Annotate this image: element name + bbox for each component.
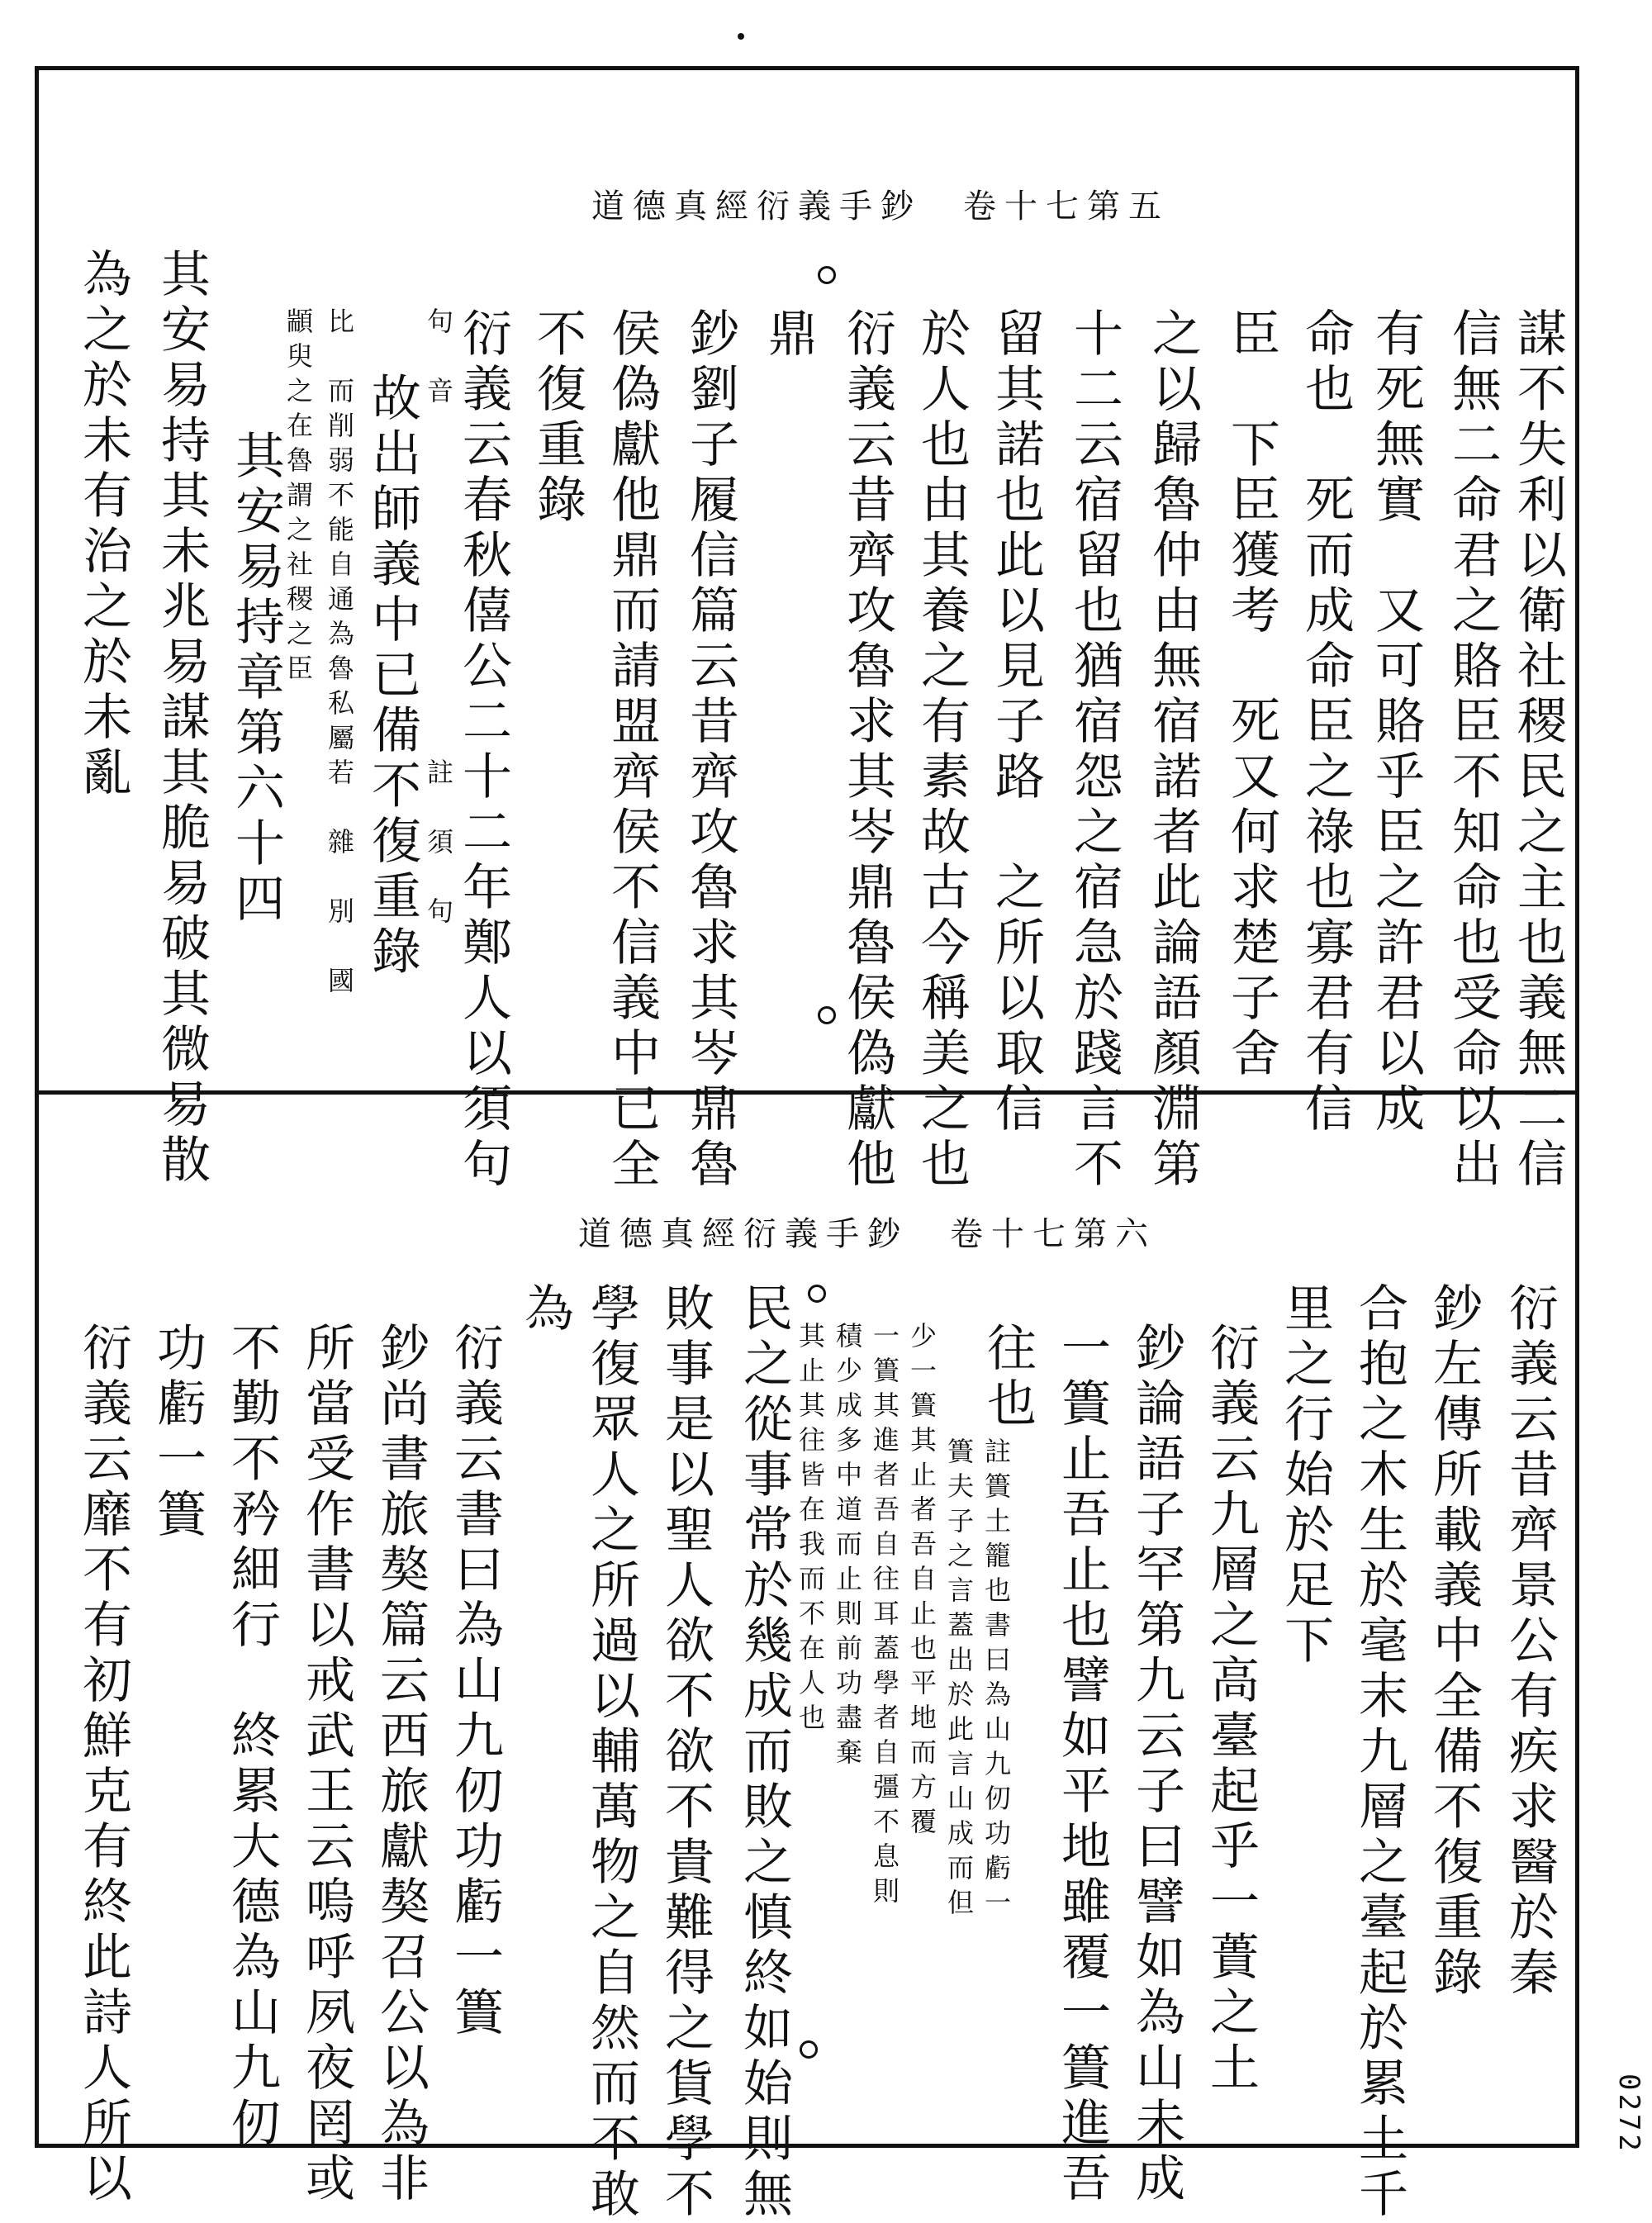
chapter-title: 其安易持章第六十四 [227,430,285,928]
text-column: 十二云宿留也猶宿怨之宿急於踐言不 [1066,307,1123,1193]
text-column: 命也 死而成命臣之祿也寡君有信 [1297,307,1355,1138]
text-column: 臣 下臣獲考 死又何求楚子舍 [1222,307,1280,1082]
note-column: 顓臾之在魯謂之社稷之臣 [282,307,314,689]
text-column: 衍義云靡不有初鮮克有終此詩人所以 [74,1322,132,2207]
print-speck [738,33,744,40]
note-column: 一簣其進者吾自往耳蓋學者自彊不息則 [869,1322,900,1912]
text-column: 功虧一簣 [149,1322,206,1543]
text-column: 故出師義中已備不復重錄 [363,372,421,981]
text-column: 為之於未有治之於未亂 [74,248,132,801]
text-column: 往也 [979,1322,1037,1432]
text-column: 衍義云九層之高臺起乎一蕢之土 [1202,1322,1260,2097]
note-column: 積少成多中道而止則前功盡棄 [832,1322,863,1773]
note-column: 少一簣其止者吾自止也平地而方覆 [906,1322,938,1842]
text-column: 謀不失利以衛社稷民之主也義無二信 [1509,307,1567,1193]
text-column: 鈔劉子履信篇云昔齊攻魯求其岑鼎魯 [681,307,739,1193]
text-column: 鈔左傳所載義中全備不復重錄 [1425,1282,1483,2002]
note-column: 簣夫子之言蓋出於此言山成而但 [943,1437,975,1923]
top-running-header: 道德真經衍義手鈔 卷十七第五 [591,188,1170,226]
text-column: 合抱之木生於毫末九層之臺起於累土千 [1351,1282,1408,2223]
circle-mark [800,2040,818,2059]
text-column: 為 [516,1282,574,1337]
text-column: 鈔論語子罕第九云子曰譬如為山未成 [1127,1322,1185,2207]
text-column: 所當受作書以戒武王云嗚呼夙夜罔或 [297,1322,355,2207]
text-column: 有死無實 又可賂乎臣之許君以成 [1367,307,1425,1138]
circle-mark [818,266,836,284]
bottom-running-header: 道德真經衍義手鈔 卷十七第六 [578,1215,1156,1253]
text-column: 里之行始於足下 [1276,1282,1334,1670]
text-column: 一簣止吾止也譬如平地雖覆一簣進吾 [1053,1322,1111,2207]
text-column: 鈔尚書旅獒篇云西旅獻獒召公以為非 [372,1322,430,2207]
note-column: 比 而削弱不能自通為魯私屬若 雜 別 國 [324,307,355,1001]
text-column: 侯偽獻他鼎而請盟齊侯不信義中已全 [603,307,661,1193]
text-column: 衍義云書曰為山九仞功虧一簣 [446,1322,504,2041]
text-column: 衍義云昔齊景公有疾求醫於秦 [1501,1282,1559,2002]
text-column: 衍義云春秋僖公二十二年鄭人以須句 [454,307,512,1193]
note-column: 句 音 註 須 句 [423,307,454,932]
text-column: 信無二命君之賂臣不知命也受命以出 [1444,307,1502,1193]
note-column: 其止其往皆在我而不在人也 [795,1322,826,1738]
text-column: 學復眾人之所過以輔萬物之自然而不敢 [582,1282,640,2223]
text-column: 鼎 [760,307,818,363]
text-column: 不勤不矜細行 終累大德為山九仞 [223,1322,281,2152]
circle-mark [818,1006,836,1024]
text-column: 留其諾也此以見子路 之所以取信 [987,307,1045,1138]
text-column: 於人也由其養之有素故古今稱美之也 [913,307,971,1193]
text-column: 民之從事常於幾成而敗之慎終如始則無 [735,1282,793,2223]
text-column: 其安易持其未兆易謀其脆易破其微易散 [153,248,211,1189]
text-column: 敗事是以聖人欲不欲不貴難得之貨學不 [657,1282,714,2223]
text-column: 不復重錄 [529,307,586,529]
page-number: 0272 [1612,2073,1645,2154]
circle-mark [808,1285,826,1303]
text-column: 衍義云昔齊攻魯求其岑鼎魯侯偽獻他 [838,307,896,1193]
note-column: 註簣土籠也書曰為山九仞功虧一 [980,1437,1012,1923]
text-column: 之以歸魯仲由無宿諾者此論語顏淵第 [1144,307,1202,1193]
